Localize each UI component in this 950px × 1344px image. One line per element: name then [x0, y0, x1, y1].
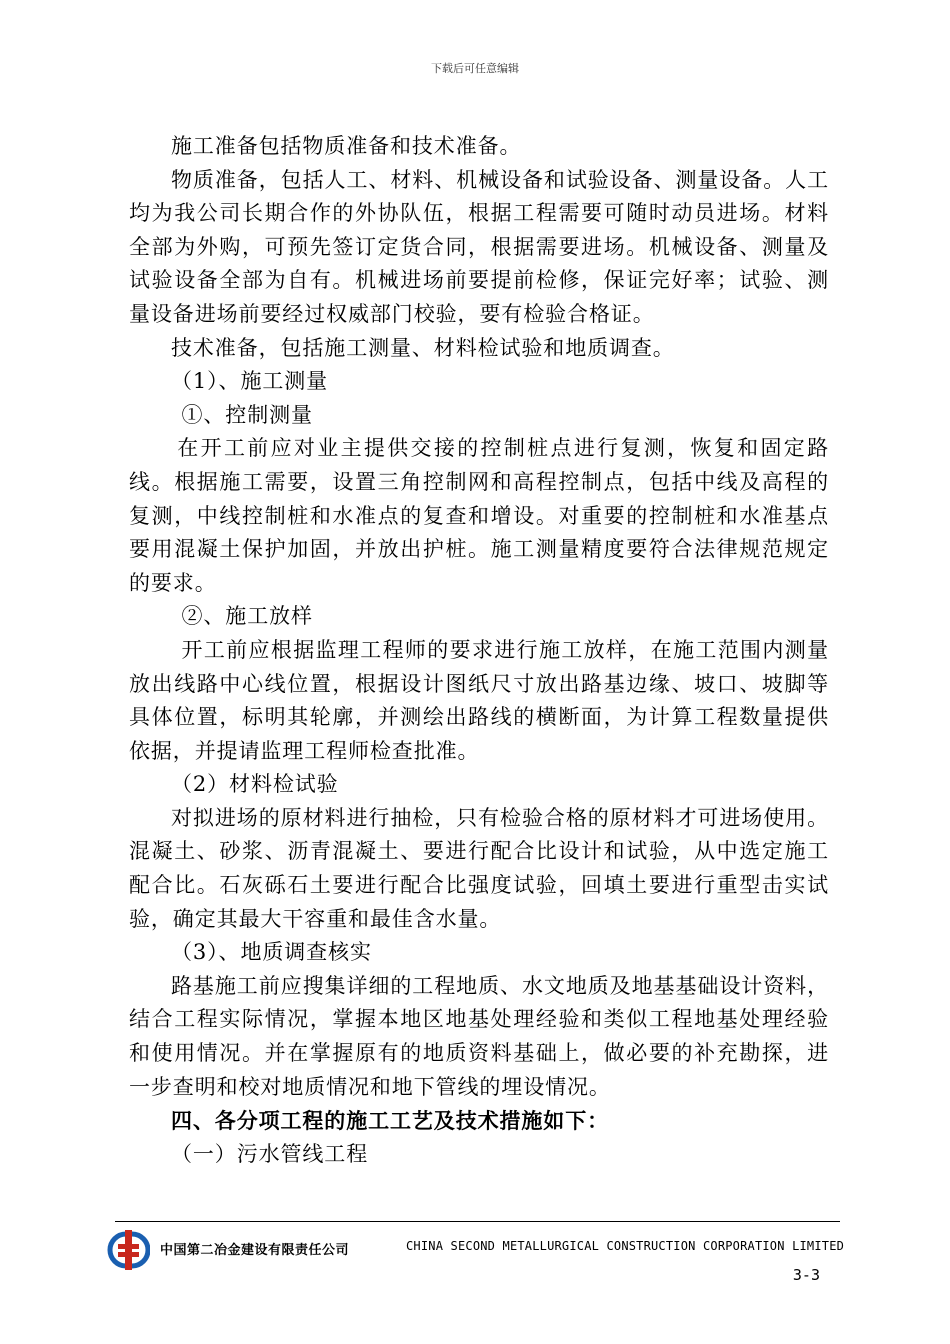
- download-note: 下载后可任意编辑: [431, 62, 519, 75]
- paragraph: 对拟进场的原材料进行抽检，只有检验合格的原材料才可进场使用。混凝土、砂浆、沥青混凝土、要进行配合比设计和试验，从中选定施工配合比。石灰砾石土要进行配合比强度试验，回填土要进行重型击实试验，确定其最大干容重和最佳含水量。: [129, 805, 829, 931]
- paragraph: 开工前应根据监理工程师的要求进行施工放样，在施工范围内测量放出线路中心线位置，根据设计图纸尺寸放出路基边缘、坡口、坡脚等具体位置，标明其轮廓，并测绘出路线的横断面，为计算工程数量提供依据，并提请监理工程师检查批准。: [129, 637, 829, 763]
- chapter-heading: 四、各分项工程的施工工艺及技术措施如下：: [171, 1108, 609, 1134]
- company-name-en: CHINA SECOND METALLURGICAL CONSTRUCTION CORPORATION LIMITED: [406, 1239, 845, 1253]
- paragraph: 在开工前应对业主提供交接的控制桩点进行复测，恢复和固定路线。根据施工需要，设置三角控制网和高程控制点，包括中线及高程的复测，中线控制桩和水准点的复查和增设。对重要的控制桩和水准基点要用混凝土保护加固，并放出护桩。施工测量精度要符合法律规范规定的要求。: [129, 436, 829, 595]
- paragraph: 物质准备，包括人工、材料、机械设备和试验设备、测量设备。人工均为我公司长期合作的外协队伍，根据工程需要可随时动员进场。材料全部为外购，可预先签订定货合同，根据需要进场。机械设备、测量及试验设备全部为自有。机械进场前要提前检修，保证完好率；试验、测量设备进场前要经过权威部门校验，要有检验合格证。: [129, 167, 829, 326]
- document-body: [129, 130, 829, 1171]
- paragraph: 施工准备包括物质准备和技术准备。: [171, 134, 522, 158]
- page-number: 3-3: [792, 1266, 820, 1284]
- section-heading: （1）、施工测量: [171, 369, 329, 394]
- subsection-heading: ①、控制测量: [181, 402, 313, 427]
- paragraph: 路基施工前应搜集详细的工程地质、水文地质及地基基础设计资料，结合工程实际情况，掌握本地区地基处理经验和类似工程地基处理经验和使用情况。并在掌握原有的地质资料基础上，做必要的补充勘探，进一步查明和校对地质情况和地下管线的埋设情况。: [129, 973, 829, 1099]
- section-heading: （2）材料检试验: [171, 772, 339, 797]
- company-name-cn: 中国第二冶金建设有限责任公司: [160, 1243, 350, 1258]
- section-heading: （一）污水管线工程: [171, 1141, 369, 1166]
- subsection-heading: ②、施工放样: [181, 604, 313, 629]
- footer-divider: [115, 1221, 840, 1222]
- company-logo-icon: [106, 1228, 150, 1272]
- section-heading: （3）、地质调查核实: [171, 940, 372, 965]
- paragraph: 技术准备，包括施工测量、材料检试验和地质调查。: [171, 335, 675, 360]
